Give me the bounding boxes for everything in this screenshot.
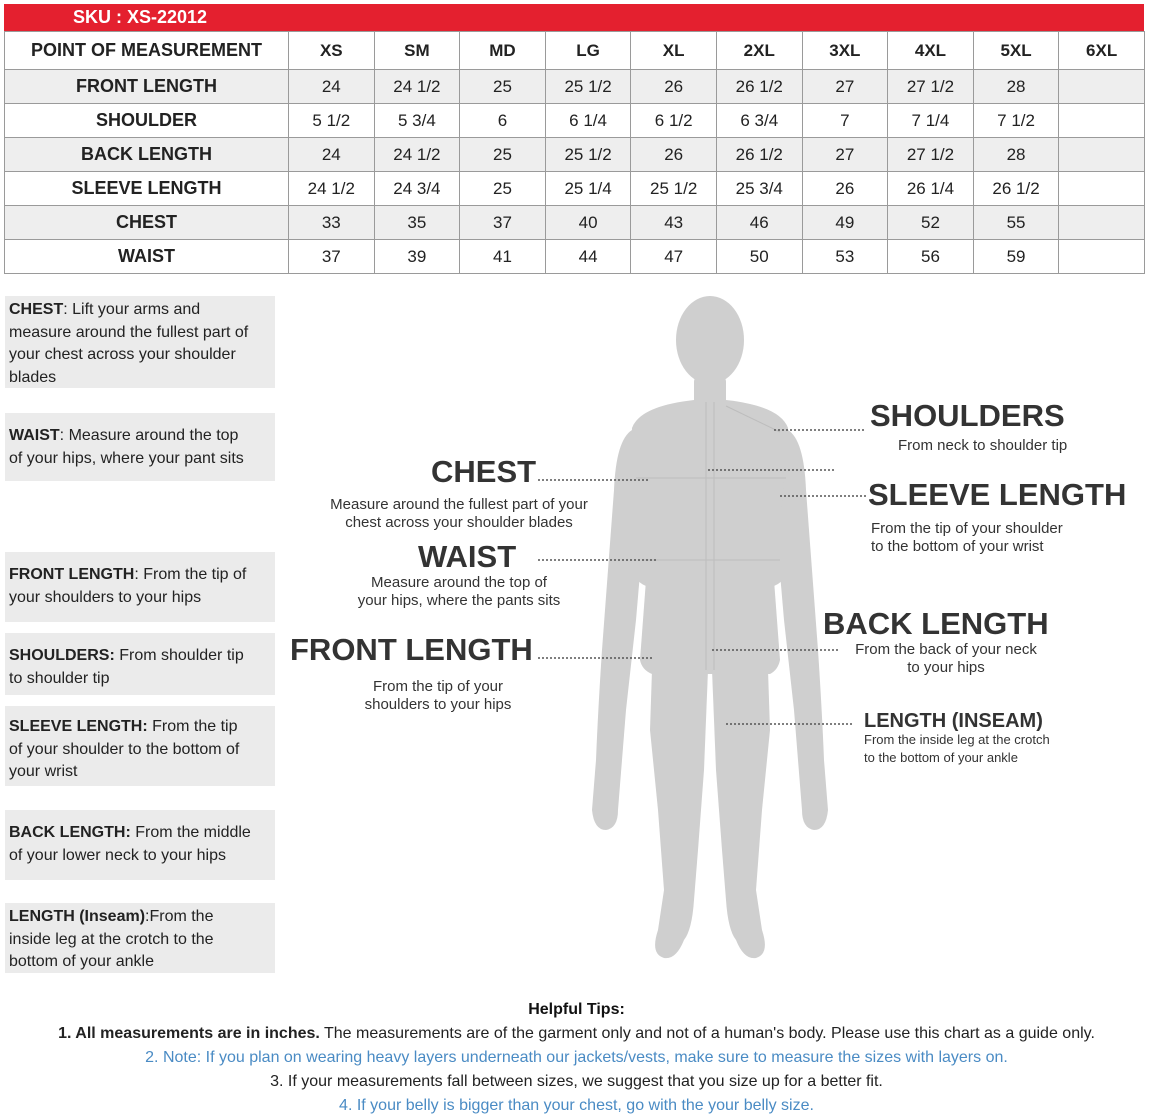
- size-value-cell: 25 3/4: [716, 172, 802, 206]
- guide-text: From the middle of your lower neck to your hips: [9, 824, 251, 864]
- diagram-chest-title: CHEST: [431, 454, 537, 489]
- guide-term: LENGTH (Inseam): [9, 908, 146, 925]
- size-value-cell: 25 1/2: [545, 138, 631, 172]
- guide-back-length: [5, 810, 275, 880]
- size-value-cell: 24: [289, 138, 375, 172]
- size-value-cell: 26 1/2: [716, 70, 802, 104]
- size-value-cell: 26 1/2: [973, 172, 1059, 206]
- size-value-cell: 27: [802, 70, 888, 104]
- guide-chest: [5, 296, 275, 388]
- guide-term: BACK LENGTH:: [9, 824, 131, 841]
- header-size: 6XL: [1059, 32, 1145, 70]
- guide-separator: :: [59, 427, 69, 444]
- sku-banner: SKU : XS-22012: [4, 4, 1144, 31]
- guide-text: From the tip of your shoulder to the bottom of your wrist: [9, 718, 240, 780]
- guide-separator: :: [63, 301, 73, 318]
- size-value-cell: 6 3/4: [716, 104, 802, 138]
- measurement-label: FRONT LENGTH: [5, 70, 289, 104]
- header-size: LG: [545, 32, 631, 70]
- guide-text: From shoulder tip to shoulder tip: [9, 647, 244, 687]
- size-value-cell: 7 1/2: [973, 104, 1059, 138]
- measurement-label: SHOULDER: [5, 104, 289, 138]
- size-value-cell: 26 1/2: [716, 138, 802, 172]
- size-value-cell: 6 1/4: [545, 104, 631, 138]
- size-value-cell: 26: [802, 172, 888, 206]
- size-value-cell: 24: [289, 70, 375, 104]
- size-value-cell: 27: [802, 138, 888, 172]
- guide-term: FRONT LENGTH: [9, 566, 135, 583]
- header-size: XS: [289, 32, 375, 70]
- size-value-cell: 24 3/4: [374, 172, 460, 206]
- table-row: [5, 70, 1145, 104]
- guide-waist: [5, 413, 275, 481]
- header-size: 2XL: [716, 32, 802, 70]
- guide-term: CHEST: [9, 301, 64, 318]
- size-value-cell: 6 1/2: [631, 104, 717, 138]
- size-value-cell: 7: [802, 104, 888, 138]
- size-value-cell: 43: [631, 206, 717, 240]
- tip-1-bold: 1. All measurements are in inches.: [58, 1025, 320, 1042]
- table-row: [5, 172, 1145, 206]
- size-value-cell: [1059, 138, 1145, 172]
- size-value-cell: 6: [460, 104, 546, 138]
- table-row: [5, 138, 1145, 172]
- size-value-cell: 55: [973, 206, 1059, 240]
- tip-1-text: The measurements are of the garment only and not of a human's body. Please use this chart as a guide only.: [319, 1025, 1095, 1042]
- size-value-cell: 53: [802, 240, 888, 274]
- diagram-waist-desc: Measure around the top of your hips, where the pants sits: [357, 574, 561, 609]
- size-value-cell: [1059, 70, 1145, 104]
- size-value-cell: 37: [289, 240, 375, 274]
- size-value-cell: 35: [374, 206, 460, 240]
- tips-heading: Helpful Tips:: [528, 1001, 625, 1018]
- size-value-cell: 27 1/2: [888, 70, 974, 104]
- size-value-cell: 26 1/4: [888, 172, 974, 206]
- guide-text: From the tip of your shoulders to your hips: [9, 566, 247, 606]
- size-value-cell: 37: [460, 206, 546, 240]
- size-value-cell: [1059, 206, 1145, 240]
- size-value-cell: 5 1/2: [289, 104, 375, 138]
- size-value-cell: 41: [460, 240, 546, 274]
- size-value-cell: 25 1/4: [545, 172, 631, 206]
- header-size: SM: [374, 32, 460, 70]
- size-value-cell: 59: [973, 240, 1059, 274]
- size-value-cell: 25: [460, 138, 546, 172]
- measurement-diagram: [280, 290, 1150, 990]
- diagram-front-length-desc: From the tip of your shoulders to your hips: [364, 678, 512, 713]
- measurement-label: SLEEVE LENGTH: [5, 172, 289, 206]
- size-chart-table: [4, 31, 1145, 274]
- size-value-cell: 26: [631, 70, 717, 104]
- measurement-label: CHEST: [5, 206, 289, 240]
- header-size: 4XL: [888, 32, 974, 70]
- size-value-cell: 28: [973, 138, 1059, 172]
- size-value-cell: 25 1/2: [631, 172, 717, 206]
- size-value-cell: [1059, 172, 1145, 206]
- size-header-row: [5, 32, 1145, 70]
- header-size: 3XL: [802, 32, 888, 70]
- size-value-cell: 33: [289, 206, 375, 240]
- size-value-cell: 47: [631, 240, 717, 274]
- measurement-label: WAIST: [5, 240, 289, 274]
- size-value-cell: 28: [973, 70, 1059, 104]
- guide-text: Measure around the top of your hips, where your pant sits: [9, 427, 244, 467]
- size-value-cell: 25: [460, 70, 546, 104]
- diagram-chest-desc: Measure around the fullest part of your chest across your shoulder blades: [330, 496, 588, 531]
- diagram-shoulders-desc: From neck to shoulder tip: [898, 437, 1068, 454]
- header-point-of-measurement: POINT OF MEASUREMENT: [5, 32, 289, 70]
- diagram-waist-title: WAIST: [418, 539, 517, 574]
- guide-term: WAIST: [9, 427, 60, 444]
- size-value-cell: 50: [716, 240, 802, 274]
- tip-2: 2. Note: If you plan on wearing heavy layers underneath our jackets/vests, make sure to measure the sizes with layers on.: [145, 1049, 1008, 1066]
- guide-front-length: [5, 552, 275, 622]
- table-row: [5, 104, 1145, 138]
- guide-term: SLEEVE LENGTH:: [9, 718, 148, 735]
- diagram-shoulders-title: SHOULDERS: [870, 398, 1065, 433]
- diagram-sleeve-length-title: SLEEVE LENGTH: [868, 477, 1127, 512]
- size-value-cell: 40: [545, 206, 631, 240]
- size-value-cell: 27 1/2: [888, 138, 974, 172]
- guide-term: SHOULDERS:: [9, 647, 115, 664]
- header-size: XL: [631, 32, 717, 70]
- body-silhouette: [592, 296, 828, 958]
- guide-separator: :: [134, 566, 144, 583]
- guide-inseam: [5, 903, 275, 973]
- size-value-cell: 26: [631, 138, 717, 172]
- size-value-cell: 49: [802, 206, 888, 240]
- helpful-tips: [0, 998, 1153, 1118]
- guide-text: :From the inside leg at the crotch to the bottom of your ankle: [9, 908, 214, 970]
- diagram-front-length-title: FRONT LENGTH: [290, 632, 533, 667]
- size-value-cell: 46: [716, 206, 802, 240]
- size-value-cell: 25 1/2: [545, 70, 631, 104]
- tip-4: 4. If your belly is bigger than your chest, go with the your belly size.: [339, 1097, 814, 1114]
- table-row: [5, 240, 1145, 274]
- diagram-inseam-desc: From the inside leg at the crotch to the bottom of your ankle: [864, 732, 1050, 765]
- diagram-back-length-desc: From the back of your neck to your hips: [855, 641, 1037, 676]
- guide-shoulders: [5, 633, 275, 695]
- diagram-sleeve-length-desc: From the tip of your shoulder to the bottom of your wrist: [871, 520, 1063, 555]
- diagram-back-length-title: BACK LENGTH: [823, 606, 1049, 641]
- measurement-label: BACK LENGTH: [5, 138, 289, 172]
- size-value-cell: [1059, 240, 1145, 274]
- tip-3: 3. If your measurements fall between sizes, we suggest that you size up for a better fit.: [270, 1073, 883, 1090]
- size-value-cell: 7 1/4: [888, 104, 974, 138]
- guide-sleeve-length: [5, 706, 275, 786]
- size-value-cell: 39: [374, 240, 460, 274]
- size-value-cell: 44: [545, 240, 631, 274]
- tip-1: [0, 1022, 1153, 1046]
- header-size: 5XL: [973, 32, 1059, 70]
- size-value-cell: 5 3/4: [374, 104, 460, 138]
- table-row: [5, 206, 1145, 240]
- size-value-cell: 24 1/2: [374, 138, 460, 172]
- size-value-cell: [1059, 104, 1145, 138]
- size-value-cell: 24 1/2: [374, 70, 460, 104]
- size-value-cell: 24 1/2: [289, 172, 375, 206]
- size-value-cell: 56: [888, 240, 974, 274]
- header-size: MD: [460, 32, 546, 70]
- guide-text: Lift your arms and measure around the fullest part of your chest across your shoulder blades: [9, 301, 249, 386]
- size-value-cell: 52: [888, 206, 974, 240]
- diagram-inseam-title: LENGTH (INSEAM): [864, 710, 1043, 732]
- size-value-cell: 25: [460, 172, 546, 206]
